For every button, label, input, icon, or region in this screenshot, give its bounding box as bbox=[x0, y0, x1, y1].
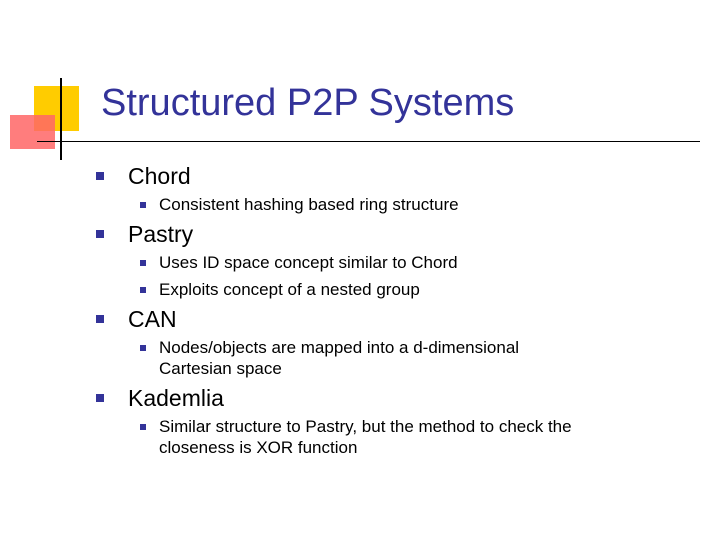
sub-bullet-text: Similar structure to Pastry, but the method to check the closeness is XOR function bbox=[159, 417, 572, 457]
square-bullet-icon bbox=[140, 287, 146, 293]
square-bullet-icon bbox=[96, 172, 104, 180]
sub-bullet-text: Exploits concept of a nested group bbox=[159, 280, 420, 299]
square-bullet-icon bbox=[96, 230, 104, 238]
square-bullet-icon bbox=[140, 260, 146, 266]
sub-bullet-pastry-2 bbox=[159, 279, 699, 300]
sub-bullet-can-1 bbox=[159, 337, 699, 379]
square-bullet-icon bbox=[140, 202, 146, 208]
bullet-label: Chord bbox=[128, 163, 191, 189]
square-bullet-icon bbox=[140, 345, 146, 351]
bullet-chord bbox=[128, 162, 191, 190]
bullet-kademlia bbox=[128, 384, 224, 412]
bullet-can bbox=[128, 305, 177, 333]
sub-bullet-kademlia-1 bbox=[159, 416, 699, 458]
sub-bullet-pastry-1 bbox=[159, 252, 699, 273]
square-bullet-icon bbox=[140, 424, 146, 430]
bullet-label: Kademlia bbox=[128, 385, 224, 411]
bullet-pastry bbox=[128, 220, 193, 248]
sub-bullet-text: Nodes/objects are mapped into a d-dimensional Cartesian space bbox=[159, 338, 520, 378]
square-bullet-icon bbox=[96, 315, 104, 323]
slide-title: Structured P2P Systems bbox=[101, 82, 515, 124]
bullet-label: CAN bbox=[128, 306, 177, 332]
sub-bullet-chord-1 bbox=[159, 194, 699, 215]
square-bullet-icon bbox=[96, 394, 104, 402]
sub-bullet-text: Uses ID space concept similar to Chord bbox=[159, 253, 458, 272]
sub-bullet-text: Consistent hashing based ring structure bbox=[159, 195, 459, 214]
bullet-label: Pastry bbox=[128, 221, 194, 247]
